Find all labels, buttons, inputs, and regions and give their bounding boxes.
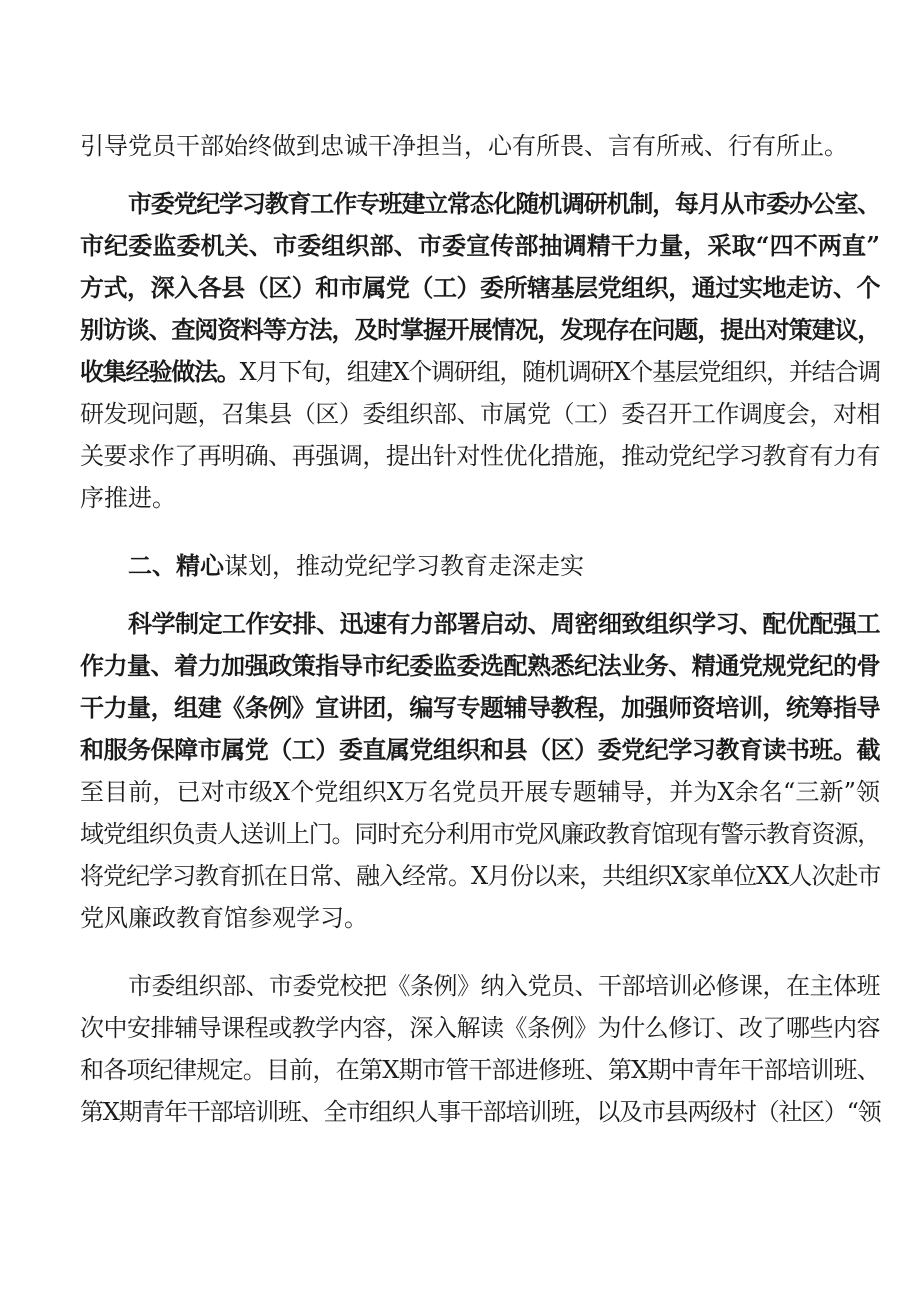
section-heading-2 (128, 546, 880, 586)
paragraph-2-line-4: 别访谈、查阅资料等方法，及时掌握开展情况，发现存在问题，提出对策建议， (80, 315, 880, 344)
paragraph-2-line-6: 研发现问题，召集县（区）委组织部、市属党（工）委召开工作调度会，对相 (80, 400, 880, 428)
paragraph-4-line-3: 和各项纪律规定。目前，在第X期市管干部进修班、第X期中青年干部培训班、 (80, 1056, 880, 1084)
paragraph-3-line-2: 作力量、着力加强政策指导市纪委监委选配熟悉纪法业务、精通党规党纪的骨 (80, 651, 880, 680)
paragraph-1-line-1: 引导党员干部始终做到忠诚干净担当，心有所畏、言有所戒、行有所止。 (80, 132, 848, 160)
paragraph-3-line-4: 和服务保障市属党（工）委直属党组织和县（区）委党纪学习教育读书班。截 (80, 735, 880, 764)
paragraph-2-line-1: 市委党纪学习教育工作专班建立常态化随机调研机制，每月从市委办公室、 (128, 189, 880, 218)
paragraph-2-line-3: 方式，深入各县（区）和市属党（工）委所辖基层党组织，通过实地走访、个 (80, 273, 880, 302)
paragraph-2-line-5-normal: X月下旬，组建X个调研组，随机调研X个基层党组织，并结合调 (239, 358, 881, 386)
paragraph-3-line-3: 干力量，组建《条例》宣讲团，编写专题辅导教程，加强师资培训，统筹指导 (80, 693, 880, 722)
paragraph-3-line-8: 党风廉政教育馆参观学习。 (80, 904, 368, 932)
paragraph-2-line-5-bold: 收集经验做法。 (80, 357, 240, 386)
paragraph-2-line-7: 关要求作了再明确、再强调，提出针对性优化措施，推动党纪学习教育有力有 (80, 442, 880, 470)
paragraph-4-line-2: 次中安排辅导课程或教学内容，深入解读《条例》为什么修订、改了哪些内容 (80, 1014, 880, 1042)
paragraph-2-line-5 (80, 352, 880, 392)
paragraph-4-line-4: 第X期青年干部培训班、全市组织人事干部培训班，以及市县两级村（社区）“领 (80, 1098, 881, 1126)
paragraph-4-line-1: 市委组织部、市委党校把《条例》纳入党员、干部培训必修课，在主体班 (128, 972, 880, 1000)
paragraph-2-line-8: 序推进。 (80, 484, 176, 512)
paragraph-3-line-1: 科学制定工作安排、迅速有力部署启动、周密细致组织学习、配优配强工 (128, 609, 880, 638)
paragraph-3-line-7: 将党纪学习教育抓在日常、融入经常。X月份以来，共组织X家单位XX人次赴市 (80, 862, 881, 890)
section-heading-2-bold: 二、精心 (128, 551, 224, 580)
section-heading-2-rest: 谋划，推动党纪学习教育走深走实 (224, 552, 584, 580)
paragraph-3-line-5: 至目前，已对市级X个党组织X万名党员开展专题辅导，并为X余名“三新”领 (80, 778, 880, 806)
paragraph-2-line-2: 市纪委监委机关、市委组织部、市委宣传部抽调精干力量，采取“四不两直” (80, 231, 880, 260)
paragraph-3-line-6: 域党组织负责人送训上门。同时充分利用市党风廉政教育馆现有警示教育资源， (80, 820, 880, 848)
